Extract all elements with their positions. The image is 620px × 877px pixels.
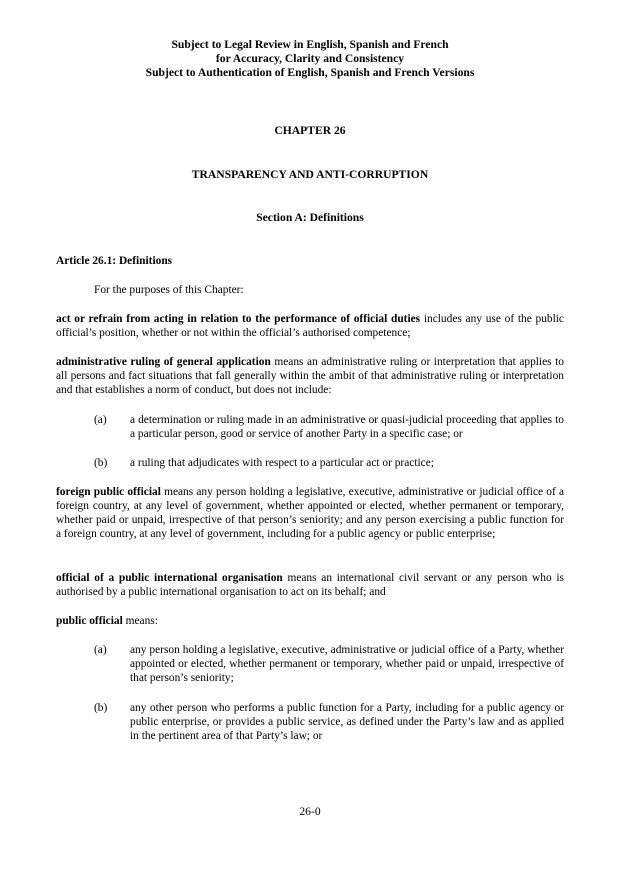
definition-official-of-international-organisation <box>56 571 564 599</box>
chapter-number: CHAPTER 26 <box>274 124 346 137</box>
list-item-text: any other person who performs a public function for a Party, including for a public agency or public enterprise, or provides a public service, as defined under the Party’s law and as applied in the pertinent area of that Party’s law; or <box>130 702 564 742</box>
header-line-1: Subject to Legal Review in English, Spanish and French <box>171 38 449 51</box>
article-heading: Article 26.1: Definitions <box>56 255 173 267</box>
intro-text: For the purposes of this Chapter: <box>94 284 244 296</box>
definition-term: official of a public international organisation <box>56 572 283 584</box>
section-heading: Section A: Definitions <box>256 211 364 224</box>
list-item-text: any person holding a legislative, executive, administrative or judicial office of a Party, whether appointed or elected, whether permanent or temporary, whether paid or unpaid, irrespective of that person’s seniority; <box>130 644 564 684</box>
chapter-title: TRANSPARENCY AND ANTI-CORRUPTION <box>191 168 429 181</box>
list-item-label: (a) <box>94 644 107 656</box>
definition-text: means: <box>122 615 158 627</box>
definition-text: means an international civil servant or any person who is authorised by a public international organisation to act on its behalf; and <box>56 572 564 598</box>
definition-term: foreign public official <box>56 486 161 498</box>
definition-text: includes any use of the public official’s position, whether or not within the official’s authorised competence; <box>56 313 564 339</box>
list-item-text: a ruling that adjudicates with respect to a particular act or practice; <box>130 457 434 469</box>
review-notice-header <box>0 38 620 80</box>
definition-public-official <box>56 614 564 628</box>
page-number: 26-0 <box>299 805 321 818</box>
definition-text: means any person holding a legislative, executive, administrative or judicial office of a foreign country, at any level of government, whether appointed or elected, whether permanent or temporary, whether paid or unpaid, irrespective of that person’s seniority; and any person exercising a public function for a foreign country, at any level of government, including for a public agency or public enterprise; <box>56 486 564 540</box>
definition-text: means an administrative ruling or interpretation that applies to all persons and fact situations that fall generally within the ambit of that administrative ruling or interpretation and that establishes a norm of conduct, but does not include: <box>56 356 564 396</box>
definition-term: public official <box>56 615 123 627</box>
list-item-label: (b) <box>94 457 108 469</box>
definition-term: act or refrain from acting in relation to the performance of official duties <box>56 313 421 325</box>
definition-foreign-public-official <box>56 485 564 541</box>
definition-term: administrative ruling of general application <box>56 356 271 368</box>
list-item-label: (b) <box>94 702 108 714</box>
list-item-label: (a) <box>94 414 107 426</box>
list-item-text: a determination or ruling made in an administrative or quasi-judicial proceeding that applies to a particular person, good or service of another Party in a specific case; or <box>130 414 564 440</box>
definition-act-or-refrain <box>56 312 564 340</box>
header-line-2: for Accuracy, Clarity and Consistency <box>215 52 405 65</box>
header-line-3: Subject to Authentication of English, Spanish and French Versions <box>145 66 475 79</box>
definition-administrative-ruling <box>56 355 564 397</box>
